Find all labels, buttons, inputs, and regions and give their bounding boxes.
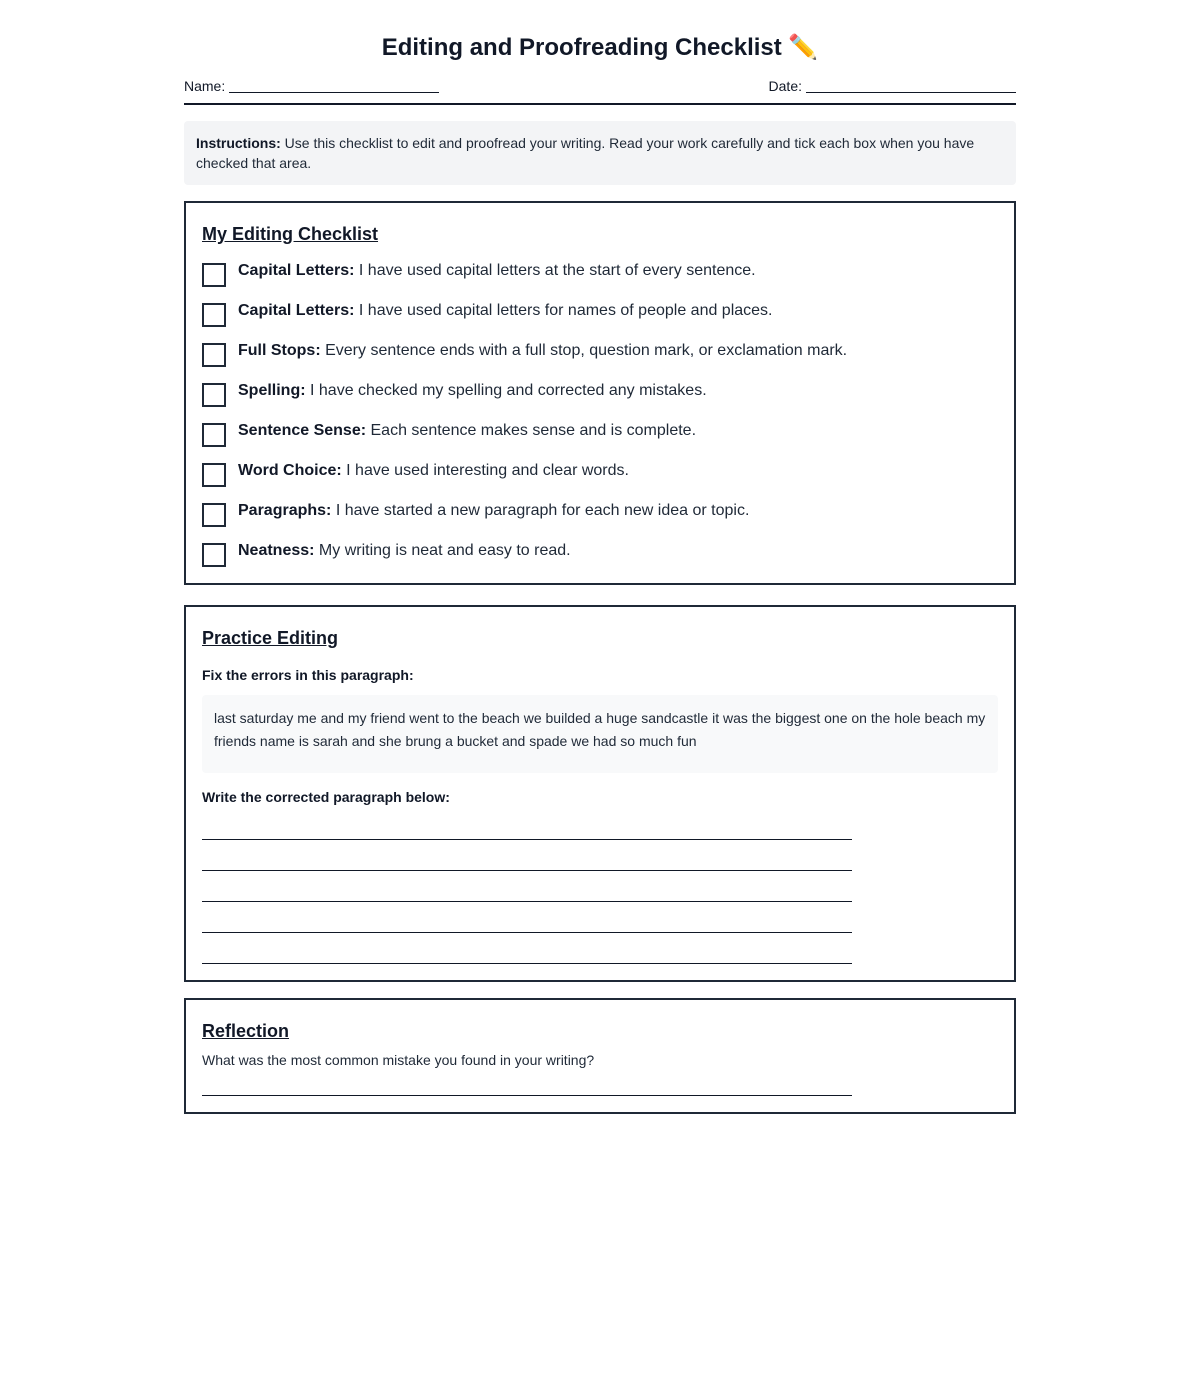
reflection-title: Reflection	[202, 1021, 290, 1041]
name-blank-line[interactable]	[229, 78, 439, 93]
writing-lines	[202, 809, 998, 964]
name-label: Name:	[184, 78, 226, 94]
writing-line[interactable]	[202, 809, 852, 840]
checkbox[interactable]	[202, 263, 226, 287]
checkbox[interactable]	[202, 543, 226, 567]
date-label: Date:	[768, 78, 802, 94]
date-blank-line[interactable]	[806, 78, 1016, 93]
instructions-label: Instructions:	[196, 135, 281, 151]
item-label: Capital Letters:	[238, 302, 355, 319]
item-text: I have started a new paragraph for each new idea or topic.	[331, 502, 750, 519]
checklist-item	[202, 301, 998, 341]
write-corrected-label: Write the corrected paragraph below:	[202, 789, 450, 805]
checklist-title: My Editing Checklist	[202, 224, 379, 244]
item-text: I have used interesting and clear words.	[341, 462, 629, 479]
error-paragraph: last saturday me and my friend went to the beach we builded a huge sandcastle it was the biggest one on the hole beach my friends name is sarah and she brung a bucket and spade we had so much fun	[202, 695, 998, 773]
checklist-item	[202, 381, 998, 421]
date-field	[769, 77, 1016, 95]
writing-line[interactable]	[202, 840, 852, 871]
item-label: Neatness:	[238, 542, 315, 559]
writing-line[interactable]	[202, 871, 852, 902]
checkbox[interactable]	[202, 463, 226, 487]
checkbox[interactable]	[202, 303, 226, 327]
checkbox[interactable]	[202, 423, 226, 447]
checklist-section	[184, 201, 1016, 585]
writing-line[interactable]	[202, 902, 852, 933]
reflection-answer-line[interactable]	[202, 1070, 852, 1096]
checklist-item	[202, 501, 998, 541]
practice-section	[184, 605, 1016, 982]
item-text: Every sentence ends with a full stop, question mark, or exclamation mark.	[320, 342, 848, 359]
item-label: Capital Letters:	[238, 262, 355, 279]
item-label: Spelling:	[238, 382, 306, 399]
practice-title: Practice Editing	[202, 628, 339, 648]
item-label: Full Stops:	[238, 342, 321, 359]
checklist-item	[202, 421, 998, 461]
name-field	[184, 77, 439, 95]
fix-errors-label: Fix the errors in this paragraph:	[202, 667, 414, 683]
reflection-section	[184, 998, 1016, 1114]
item-text: My writing is neat and easy to read.	[314, 542, 571, 559]
item-text: I have checked my spelling and corrected any mistakes.	[305, 382, 707, 399]
instructions-text: Use this checklist to edit and proofread your writing. Read your work carefully and tick each box when you have checked that area.	[196, 135, 975, 171]
checkbox[interactable]	[202, 503, 226, 527]
page-title: Editing and Proofreading Checklist ✏️	[381, 34, 819, 61]
checkbox[interactable]	[202, 383, 226, 407]
checklist-item	[202, 541, 998, 567]
checklist	[202, 261, 998, 567]
name-date-row	[184, 77, 1016, 105]
reflection-question: What was the most common mistake you found in your writing?	[202, 1052, 595, 1068]
item-text: I have used capital letters for names of people and places.	[354, 302, 773, 319]
item-label: Word Choice:	[238, 462, 342, 479]
instructions-box	[184, 121, 1016, 185]
checklist-item	[202, 261, 998, 301]
writing-line[interactable]	[202, 933, 852, 964]
worksheet-page	[184, 0, 1016, 1114]
item-text: I have used capital letters at the start of every sentence.	[354, 262, 756, 279]
checklist-item	[202, 341, 998, 381]
item-label: Paragraphs:	[238, 502, 332, 519]
item-text: Each sentence makes sense and is complete.	[366, 422, 697, 439]
checklist-item	[202, 461, 998, 501]
item-label: Sentence Sense:	[238, 422, 367, 439]
checkbox[interactable]	[202, 343, 226, 367]
